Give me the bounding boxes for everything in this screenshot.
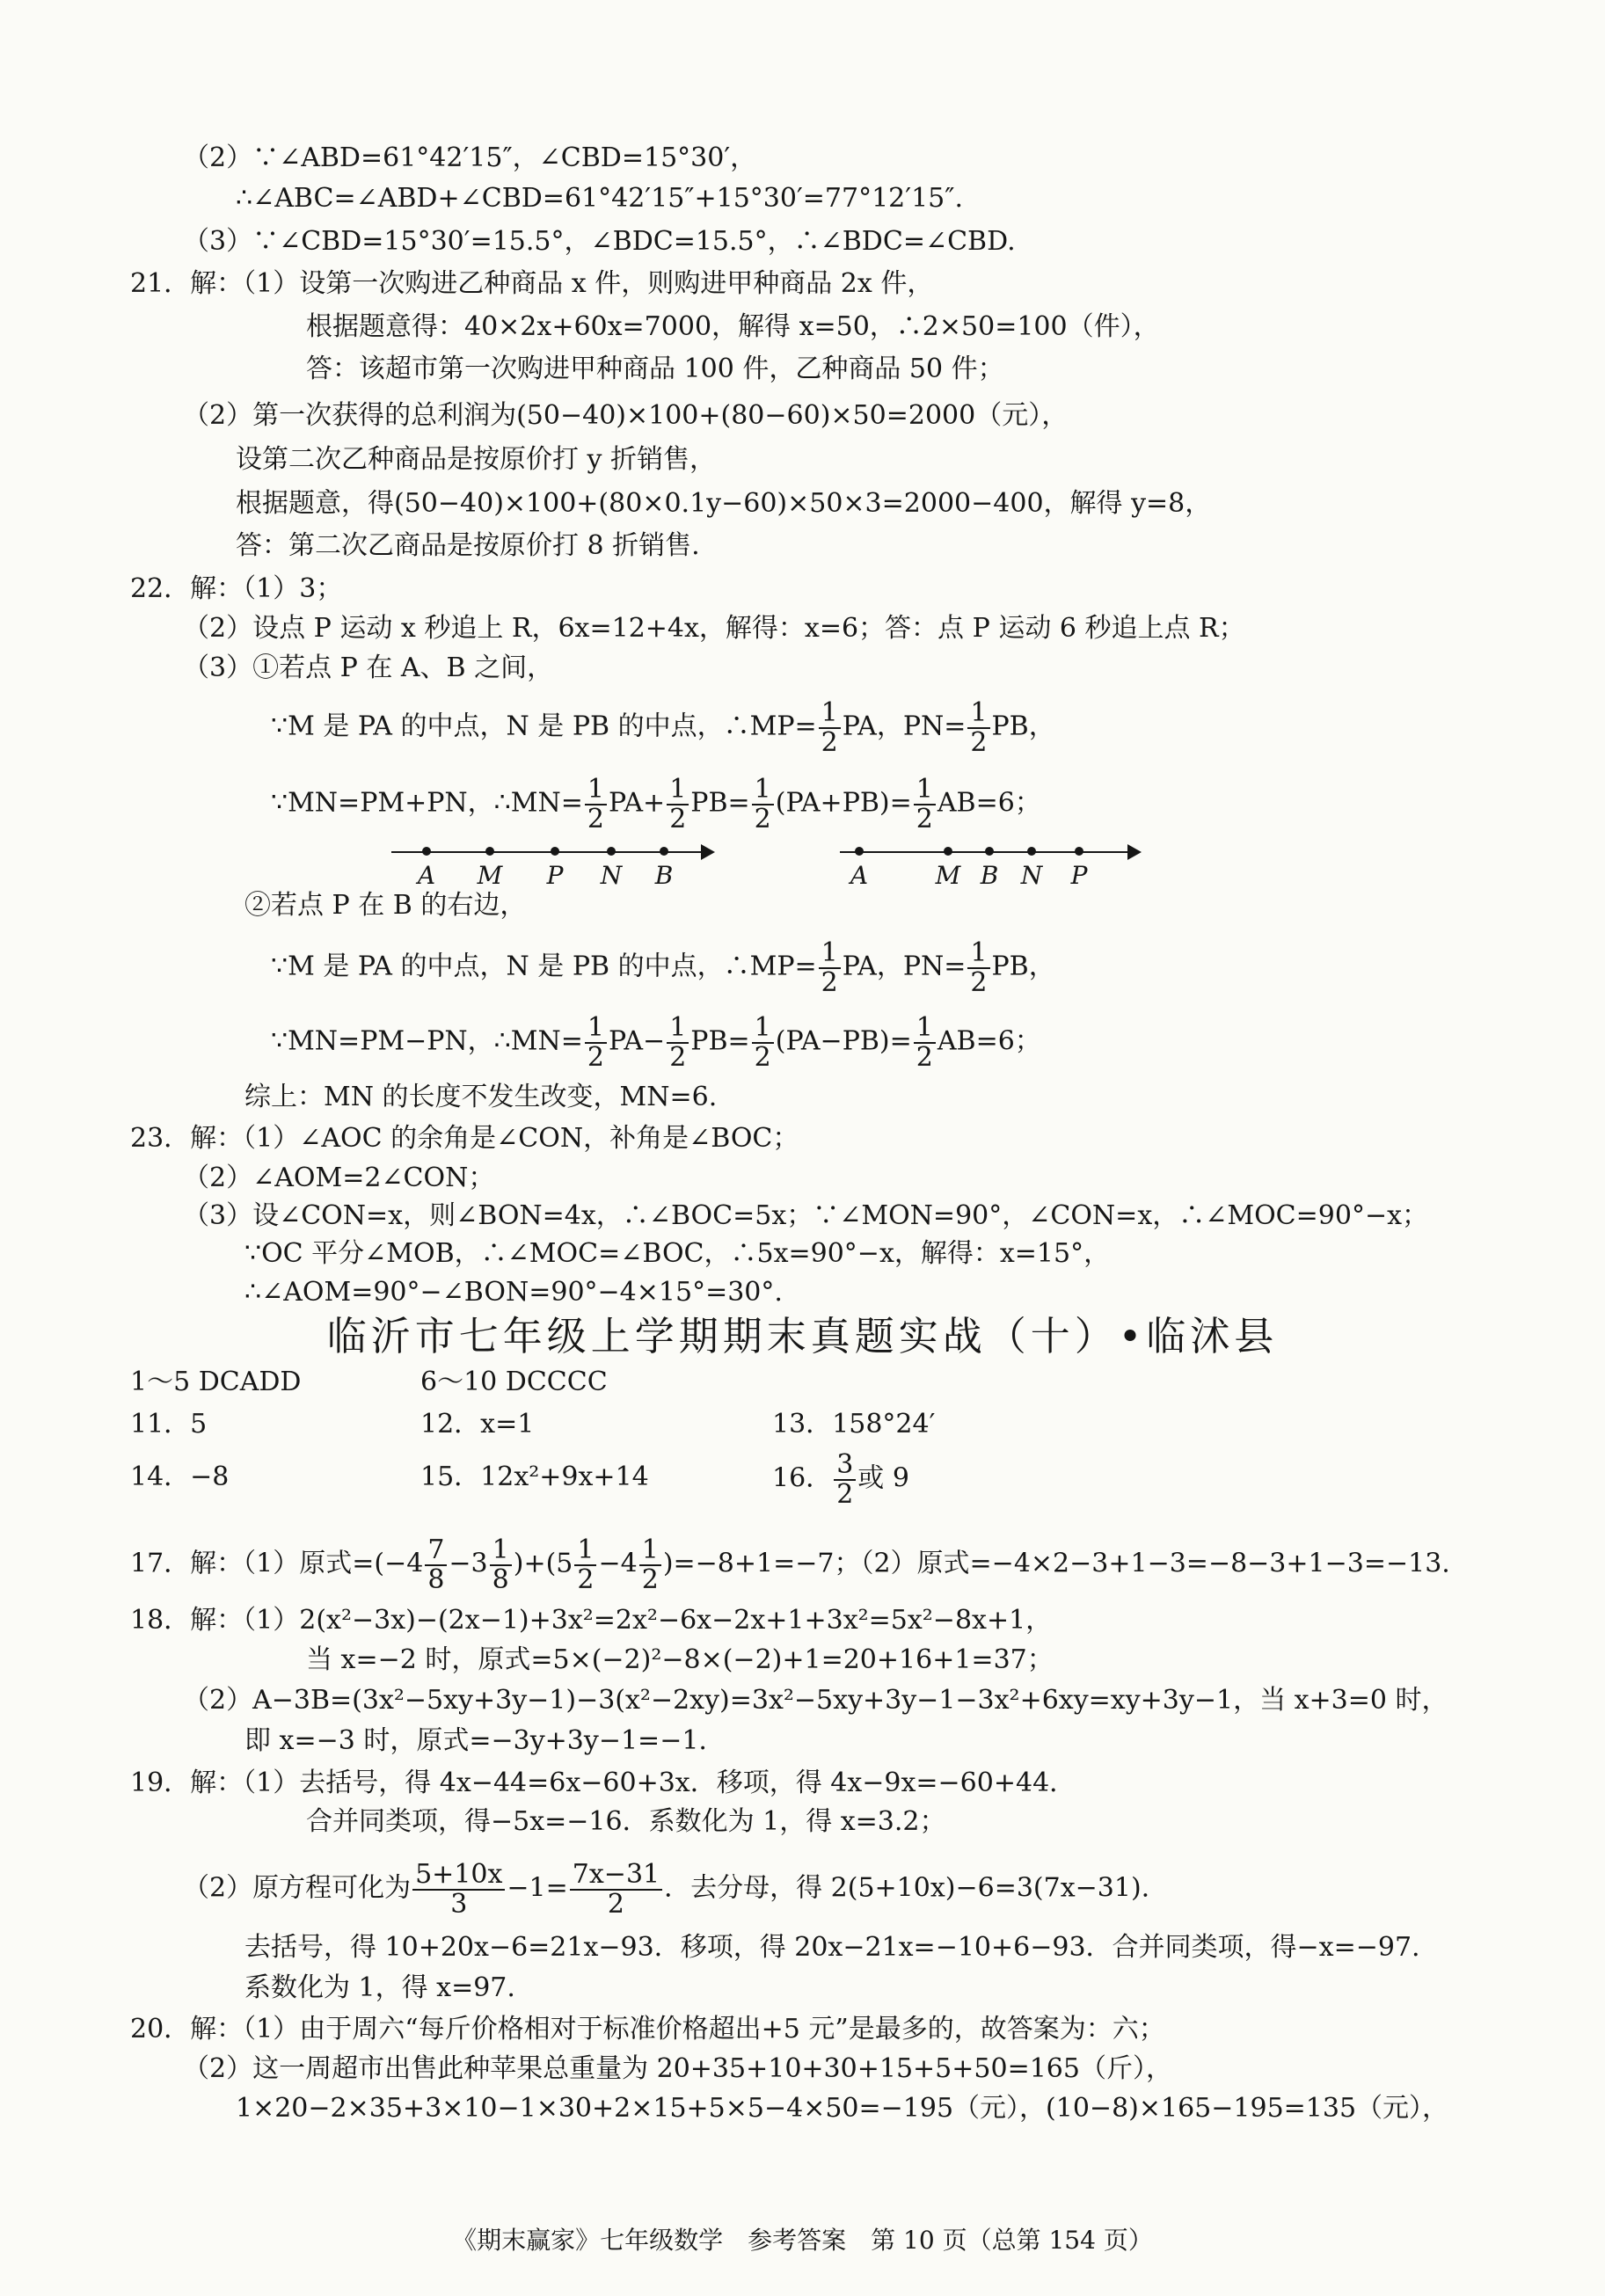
q22-line-3: （3）①若点 P 在 A、B 之间， xyxy=(183,652,554,683)
answer-16-alt: 或 9 xyxy=(857,1462,909,1494)
point-A xyxy=(855,847,864,856)
q22-l8-text-a: ∵MN=PM−PN，∴MN= xyxy=(271,1025,583,1057)
fraction-half: $\frac{1}{2}$ xyxy=(585,776,607,833)
q22-line-1: 22．解：（1）3； xyxy=(130,573,343,604)
fraction-half: $\frac{1}{2}$ xyxy=(752,776,774,833)
q20-line-1: 20．解：（1）由于周六“每斤价格相对于标准价格超出+5 元”是最多的，故答案为：六； xyxy=(130,2014,1165,2045)
q19-line-1: 19．解：（1）去括号，得 4x−44=6x−60+3x．移项，得 4x−9x=−60+44． xyxy=(130,1768,1076,1798)
fraction: $\frac{1}{2}$ xyxy=(639,1536,661,1593)
q23-line-1: 23．解：（1）∠AOC 的余角是∠CON，补角是∠BOC； xyxy=(130,1123,799,1154)
q22-l7-text-c: PB， xyxy=(991,951,1055,982)
point-B xyxy=(985,847,994,856)
q19-line-5: 系数化为 1，得 x=97. xyxy=(244,1972,515,2003)
point-B xyxy=(660,847,668,856)
answer-14: 14．−8 xyxy=(130,1461,230,1492)
answer-12: 12．x=1 xyxy=(420,1409,535,1440)
q22-l4-text-a: ∵M 是 PA 的中点，N 是 PB 的中点，∴MP= xyxy=(271,711,817,742)
q19-text-c: ．去分母，得 2(5+10x)−6=3(7x−31). xyxy=(664,1872,1150,1904)
q22-l5-text-b: PA+ xyxy=(608,787,666,819)
point-N xyxy=(607,847,616,856)
fraction-half: $\frac{1}{2}$ xyxy=(967,699,989,756)
point-N xyxy=(1027,847,1036,856)
q21-line-7: 答：第二次乙商品是按原价打 8 折销售. xyxy=(236,530,700,561)
point-M xyxy=(944,847,952,856)
fraction: $\frac{7}{8}$ xyxy=(425,1536,447,1593)
fraction: $\frac{7x-31}{2}$ xyxy=(570,1861,662,1918)
section-title: 临沂市七年级上学期期末真题实战（十）•临沭县 xyxy=(326,1313,1279,1359)
fraction-half: $\frac{1}{2}$ xyxy=(819,699,841,756)
q21-line-3: 答：该超市第一次购进甲种商品 100 件，乙种商品 50 件； xyxy=(306,354,1004,384)
point-P xyxy=(551,847,559,856)
q22-line-9: 综上：MN 的长度不发生改变，MN=6. xyxy=(244,1082,718,1112)
answer-16 xyxy=(772,1451,909,1508)
answer-13: 13．158°24′ xyxy=(772,1409,936,1440)
fraction-half: $\frac{1}{2}$ xyxy=(752,1014,774,1071)
q21-line-6: 根据题意，得(50−40)×100+(80×0.1y−60)×50×3=2000−400，解得 y=8， xyxy=(236,488,1212,519)
fraction: $\frac{1}{8}$ xyxy=(490,1536,512,1593)
q23-line-4: ∵OC 平分∠MOB，∴∠MOC=∠BOC，∴5x=90°−x，解得：x=15°， xyxy=(244,1238,1111,1269)
q19-text-a: （2）原方程可化为 xyxy=(183,1872,412,1904)
answer-6-10: 6～10 DCCCC xyxy=(420,1367,608,1397)
point-label: N xyxy=(1020,861,1043,890)
fraction: $\frac{5+10x}{3}$ xyxy=(412,1861,505,1918)
q18-line-4: 即 x=−3 时，原式=−3y+3y−1=−1. xyxy=(244,1725,707,1756)
q23-line-5: ∴∠AOM=90°−∠BON=90°−4×15°=30°. xyxy=(244,1277,783,1308)
arrow-right-icon xyxy=(1127,844,1142,860)
q22-l5-text-e: AB=6； xyxy=(937,787,1041,819)
q20-prev-line-1: （2）∵∠ABD=61°42′15″，∠CBD=15°30′， xyxy=(183,142,757,173)
q17-text-c: )+(5 xyxy=(513,1548,573,1579)
q22-line-2: （2）设点 P 运动 x 秒追上 R，6x=12+4x，解得：x=6；答：点 P 运动 6 秒追上点 R； xyxy=(183,613,1245,644)
point-label: M xyxy=(935,861,961,890)
page-footer: 《期末赢家》七年级数学 参考答案 第 10 页（总第 154 页） xyxy=(452,2226,1153,2255)
arrow-right-icon xyxy=(701,844,715,860)
q18-line-1: 18．解：（1）2(x²−3x)−(2x−1)+3x²=2x²−6x−2x+1+3x²=5x²−8x+1， xyxy=(130,1605,1053,1636)
answer-15: 15．12x²+9x+14 xyxy=(420,1461,649,1492)
fraction-half: $\frac{1}{2}$ xyxy=(667,776,689,833)
q22-l5-text-c: PB= xyxy=(690,787,750,819)
q20-prev-line-3: （3）∵∠CBD=15°30′=15.5°，∠BDC=15.5°，∴∠BDC=∠CBD. xyxy=(183,226,1016,257)
q21-line-4: （2）第一次获得的总利润为(50−40)×100+(80−60)×50=2000（元）， xyxy=(183,400,1069,431)
q17-line xyxy=(130,1536,1450,1593)
answer-16-label: 16． xyxy=(772,1462,833,1494)
q22-diff-line xyxy=(271,1014,1041,1071)
point-P xyxy=(1075,847,1083,856)
fraction-half: $\frac{1}{2}$ xyxy=(967,939,989,996)
q23-line-2: （2）∠AOM=2∠CON； xyxy=(183,1163,495,1193)
answer-11: 11．5 xyxy=(130,1409,208,1440)
q22-l5-text-a: ∵MN=PM+PN，∴MN= xyxy=(271,787,583,819)
point-label: M xyxy=(477,861,503,890)
q22-l7-text-b: PA，PN= xyxy=(842,951,967,982)
fraction-half: $\frac{1}{2}$ xyxy=(914,776,936,833)
point-label: B xyxy=(980,861,999,890)
number-line-2 xyxy=(840,851,1148,895)
q17-text-a: 17．解：（1）原式=(−4 xyxy=(130,1548,424,1579)
fraction-half: $\frac{1}{2}$ xyxy=(667,1014,689,1071)
point-label: P xyxy=(546,861,564,890)
q22-l8-text-b: PA− xyxy=(608,1025,666,1057)
fraction: $\frac{1}{2}$ xyxy=(574,1536,596,1593)
q17-text-b: −3 xyxy=(449,1548,488,1579)
fraction-half: $\frac{1}{2}$ xyxy=(819,939,841,996)
answer-1-5: 1～5 DCADD xyxy=(130,1367,302,1397)
q18-line-2: 当 x=−2 时，原式=5×(−2)²−8×(−2)+1=20+16+1=37； xyxy=(306,1644,1054,1675)
q22-l4-text-c: PB， xyxy=(991,711,1055,742)
q19-line-4: 去括号，得 10+20x−6=21x−93．移项，得 20x−21x=−10+6−93．合并同类项，得−x=−97. xyxy=(244,1932,1420,1963)
q22-l4-text-b: PA，PN= xyxy=(842,711,967,742)
q21-line-2: 根据题意得：40×2x+60x=7000，解得 x=50，∴2×50=100（件）， xyxy=(306,311,1160,342)
q19-line-2: 合并同类项，得−5x=−16．系数化为 1，得 x=3.2； xyxy=(306,1806,946,1837)
fraction-three-halves: $\frac{3}{2}$ xyxy=(834,1451,856,1508)
q20-line-3: 1×20−2×35+3×10−1×30+2×15+5×5−4×50=−195（元），(10−8)×165−195=135（元）， xyxy=(236,2093,1449,2124)
q22-midpoint-line-2 xyxy=(271,939,1055,996)
point-label: B xyxy=(654,861,674,890)
point-label: A xyxy=(417,861,436,890)
q23-line-3: （3）设∠CON=x，则∠BON=4x，∴∠BOC=5x；∵∠MON=90°，∠CON=x，∴∠MOC=90°−x； xyxy=(183,1200,1429,1231)
q20-line-2: （2）这一周超市出售此种苹果总重量为 20+35+10+30+15+5+50=165（斤）， xyxy=(183,2053,1172,2084)
q21-line-1: 21．解：（1）设第一次购进乙种商品 x 件，则购进甲种商品 2x 件， xyxy=(130,268,934,299)
q19-text-b: −1= xyxy=(507,1872,568,1904)
q22-l7-text-a: ∵M 是 PA 的中点，N 是 PB 的中点，∴MP= xyxy=(271,951,817,982)
point-M xyxy=(485,847,494,856)
q22-line-6: ②若点 P 在 B 的右边， xyxy=(244,890,527,921)
point-label: A xyxy=(850,861,869,890)
q21-line-5: 设第二次乙种商品是按原价打 y 折销售， xyxy=(236,444,717,475)
q18-line-3: （2）A−3B=(3x²−5xy+3y−1)−3(x²−2xy)=3x²−5xy+3y−1−3x²+6xy=xy+3y−1，当 x+3=0 时， xyxy=(183,1685,1448,1716)
q22-l8-text-e: AB=6； xyxy=(937,1025,1041,1057)
q22-sum-line-1 xyxy=(271,776,1041,833)
q17-text-e: )=−8+1=−7；（2）原式=−4×2−3+1−3=−8−3+1−3=−13. xyxy=(662,1548,1450,1579)
q19-line-3 xyxy=(183,1861,1149,1918)
q22-midpoint-line-1 xyxy=(271,699,1055,756)
fraction-half: $\frac{1}{2}$ xyxy=(585,1014,607,1071)
q22-l8-text-d: (PA−PB)= xyxy=(775,1025,912,1057)
point-label: P xyxy=(1070,861,1088,890)
point-A xyxy=(422,847,431,856)
point-label: N xyxy=(600,861,623,890)
q20-prev-line-2: ∴∠ABC=∠ABD+∠CBD=61°42′15″+15°30′=77°12′15″. xyxy=(236,183,963,214)
q17-text-d: −4 xyxy=(598,1548,638,1579)
q22-l8-text-c: PB= xyxy=(690,1025,750,1057)
number-line-axis xyxy=(391,851,704,853)
fraction-half: $\frac{1}{2}$ xyxy=(914,1014,936,1071)
q22-l5-text-d: (PA+PB)= xyxy=(775,787,912,819)
